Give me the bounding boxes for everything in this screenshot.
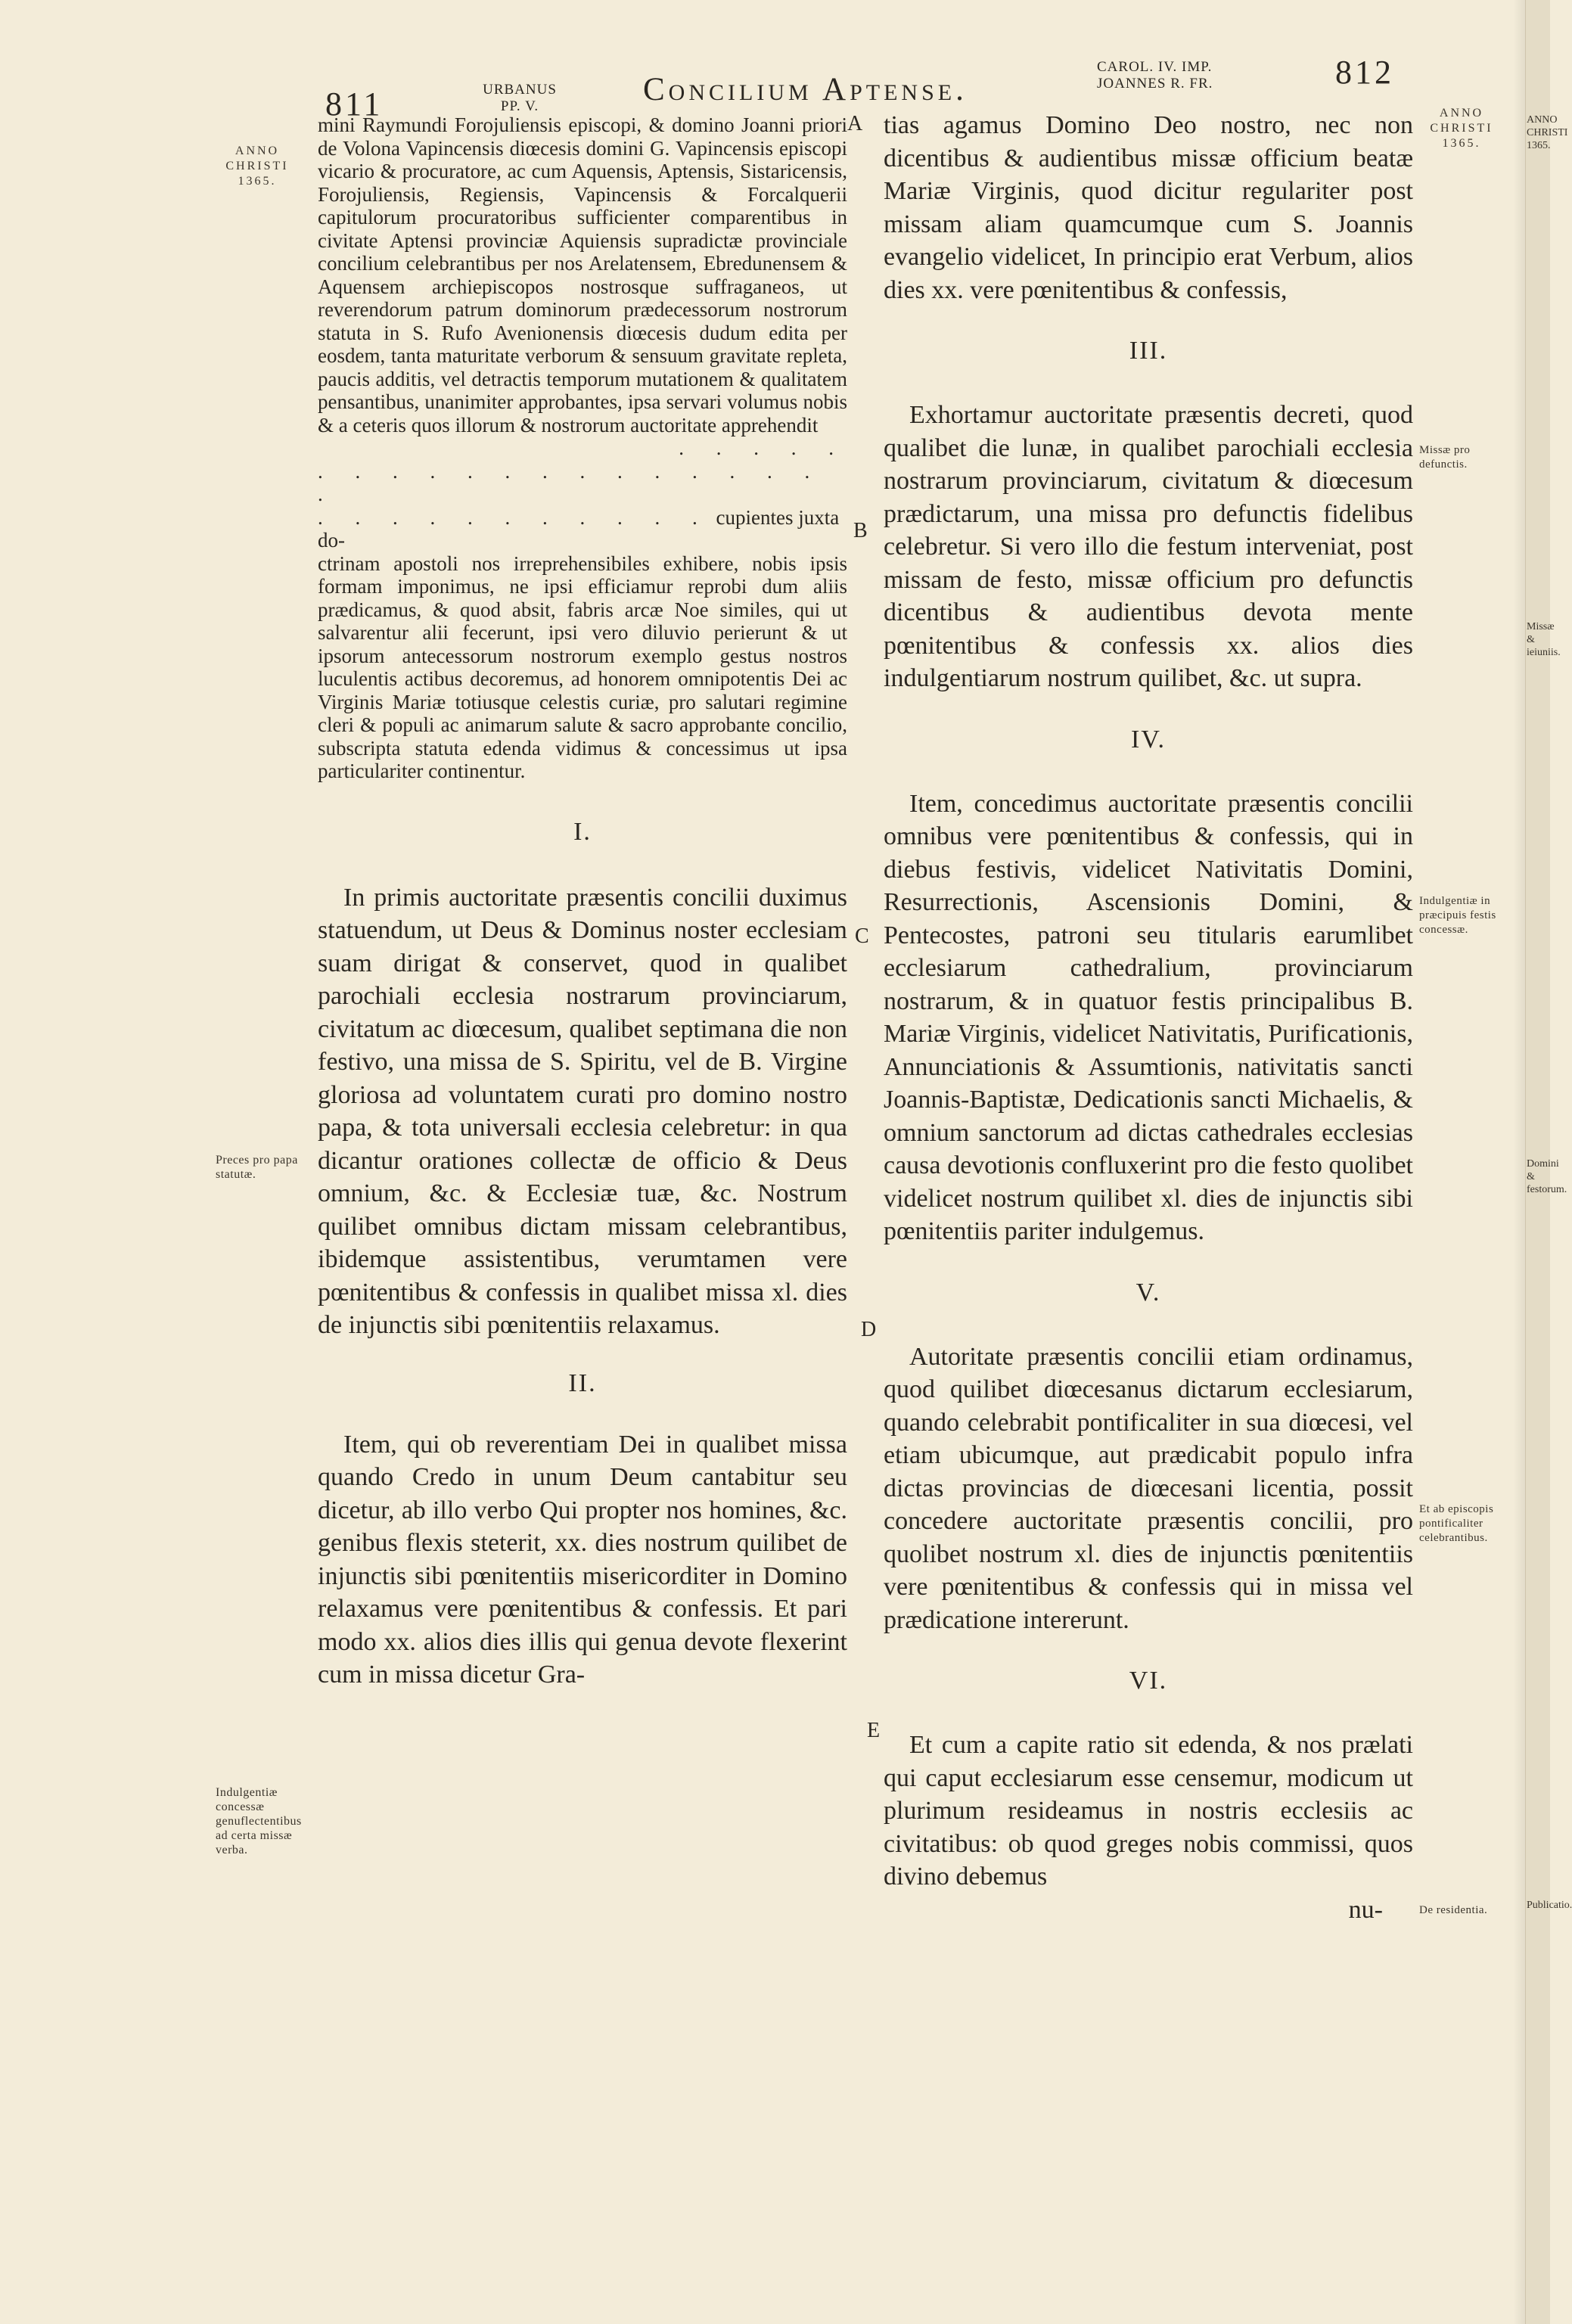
anno-label: ANNO [1439, 107, 1484, 120]
left-column [318, 113, 847, 1692]
section-numeral-i: I. [573, 817, 592, 846]
section-iii-paragraph: Exhortamur auctoritate præsentis decreti, quod qualibet die lunæ, in qualibet parochiali ecclesia nostrarum provinciarum, civitatum & diœcesum prædictarum, una missa pro defunctis fidelibus celebretur. Si vero illo die festum interveniat, post missam de festo, missæ officium pro defunctis dicentibus & audientibus devota mente pœnitentibus & confessis xx. alios dies indulgentiarum nostrum quilibet, &c. ut supra. [884, 401, 1413, 692]
sidenote-indulgentiae-festis: Indulgentiæ in præcipuis festis concessæ. [1419, 895, 1496, 936]
year-label: 1365. [1442, 137, 1481, 150]
page-title: Concilium Aptense. [643, 72, 968, 107]
right-column [884, 109, 1413, 1926]
section-iv-paragraph: Item, concedimus auctoritate præsentis concilii omnibus vere pœnitentibus & confessis, qui in diebus festivis, videlicet Nativitatis Domini, Resurrectionis, Ascensionis Domini, & Pentecostes, patroni seu titularis earumlibet ecclesiarum cathedralium, provinciarum nostrarum, & in quatuor festis principalibus B. Mariæ Virginis, videlicet Nativitatis, Purificationis, Annunciationis & Assumtionis, nativitatis sancti Joannis-Baptistæ, Dedicationis sancti Michaelis, & omnium sanctorum ad dictas cathedrales ecclesias causa devotionis confluxerint pro die festo quolibet videlicet nostrum quilibet xl. dies de injunctis sibi pœnitentiis pariter indulgemus. [884, 789, 1413, 1245]
section-numeral-ii: II. [568, 1369, 597, 1397]
section-numeral-iv: IV. [1131, 725, 1166, 753]
section-v-paragraph: Autoritate præsentis concilii etiam ordinamus, quod quilibet diœcesanus dictarum ecclesiarum, quando celebrabit pontificaliter in sua diœcesi, vel etiam ubicumque, aut prædicabit populo infra dictas provincias de diœcesani licentia, possit concedere auctoritate præsentis concilii, pro quolibet nostrum xl. dies de injunctis pœnitentiis vere pœnitentibus & confessis qui in missa vel prædicatione intererunt. [884, 1342, 1413, 1634]
section-numeral-vi: VI. [1129, 1667, 1168, 1695]
ellipsis-line: . . . . . [679, 437, 847, 459]
column-letter-b: B [853, 519, 868, 542]
edge-fragment: ANNO CHRISTI 1365. [1527, 114, 1568, 151]
column-letter-a: A [847, 112, 863, 135]
column-letter-e: E [867, 1719, 881, 1742]
ellipsis-line: . . . . . . . . . . . . . . . [318, 459, 824, 505]
sidenote-episcopis: Et ab episcopis pontificaliter celebrantibus. [1419, 1503, 1494, 1544]
cupientes-paragraph: ctrinam apostoli nos irreprehensibiles exhibere, nobis ipsis formam imponimus, ne ipsi efficiamur reprobi dum aliis prædicamus, & quod absit, fabris arcæ Noe similes, qui ut salvarentur alii fecerunt, ipsi vero diluvio perierunt & ut ipsorum antecessorum nostrorum exemplo gestus nostros luculentis actibus decoremus, ad honorem omnipotentis Dei ac Virginis Mariæ totiusque celestis curiæ, pro salutari regimine cleri & populi ac animarum salute & sacro approbante concilio, subscripta statuta edenda vidimus & concessimus ut ipsa particulariter continentur. [318, 551, 847, 782]
catchword: nu- [1348, 1895, 1383, 1924]
king-name: JOANNES R. FR. [1097, 76, 1213, 92]
left-page-number: 811 [325, 85, 384, 123]
continuation-paragraph: tias agamus Domino Deo nostro, nec non dicentibus & audientibus missæ officium beatæ Mariæ Virginis, quod dicitur regulariter post missam aliam quamcumque cum S. Joannis evangelio videlicet, In principio erat Verbum, alios dies xx. vere pœnitentibus & confessis, [884, 111, 1413, 304]
edge-fragment: Missæ & ieiuniis. [1527, 621, 1561, 658]
section-numeral-iii: III. [1129, 337, 1168, 365]
section-i-paragraph: In primis auctoritate præsentis concilii duximus statuendum, ut Deus & Dominus noster ecclesiam suam dirigat & conservet, quod in qualibet parochiali ecclesia nostrarum provinciarum, civitatum ac diœcesum, qualibet septimana die non festivo, una missa de S. Spiritu, vel de B. Virgine gloriosa ad voluntatem curati pro domino nostro papa, & tota universali ecclesia celebretur: in qua dicantur orationes collectæ de officio & Deus omnium, &c. & Ecclesiæ tuæ, &c. Nostrum quilibet omnibus dictam missam celebrantibus, ibidemque assistentibus, verumtamen vere pœnitentibus & confessis in qualibet missa xl. dies de injunctis sibi pœnitentiis relaxamus. [318, 883, 847, 1339]
pope-name: URBANUS [483, 82, 557, 98]
edge-fragment: Publicatio. [1527, 1900, 1572, 1911]
christi-label: CHRISTI [1430, 122, 1493, 135]
anno-label: ANNO [235, 144, 280, 157]
sidenote-residentia: De residentia. [1419, 1904, 1488, 1916]
intro-paragraph: mini Raymundi Forojuliensis episcopi, & domino Joanni priori de Volona Vapincensis diœcesis domini G. Vapincensis episcopi vicario & procuratore, ac cum Aquensis, Aptensis, Sistaricensis, Forojuliensis, Regiensis, Vapincensis & Forcalquerii capitulorum procuratoribus sufficienter comparentibus in civitate Aptensi provinciæ Aquiensis supradictæ provinciale concilium celebrantibus per nos Arelatensem, Ebredunensem & Aquensem archiepiscopos nostrosque suffraganeos, ut reverendorum patrum dominorum prædecessorum nostrorum statuta in S. Rufo Avenionensis diœcesis dudum edita per eosdem, tanta maturitate verborum & sensuum gravitate repleta, paucis additis, vel detractis temporum mutationem & qualitatem pensantibus, unanimiter approbantes, ipsa servari volumus nobis & a ceteris quos illorum & nostrorum auctoritate apprehendit [318, 113, 847, 437]
left-year-note [204, 144, 310, 189]
right-year-note [1419, 106, 1504, 151]
right-running-head [1097, 59, 1226, 92]
emperor-name: CAROL. IV. IMP. [1097, 59, 1213, 75]
year-label: 1365. [238, 175, 277, 188]
christi-label: CHRISTI [225, 160, 289, 172]
edge-fragment: Domini & festorum. [1527, 1158, 1567, 1195]
sidenote-missae: Missæ pro defunctis. [1419, 444, 1471, 471]
column-letter-c: C [855, 924, 869, 948]
section-vi-paragraph: Et cum a capite ratio sit edenda, & nos prælati qui caput ecclesiarum esse censemur, modicum ut plurimum resideamus in nostris ecclesiis ac civitatibus: ob quod greges nobis commissi, quos divino debemus [884, 1731, 1413, 1891]
sidenote-preces: Preces pro papa statutæ. [216, 1154, 298, 1181]
cupientes-start: cupientes juxta do- [318, 505, 840, 551]
ellipsis-line: . . . . . . . . . . . cupientes juxta do- [318, 505, 840, 551]
pope-title: PP. V. [500, 98, 539, 114]
right-page-number: 812 [1335, 54, 1394, 91]
section-ii-paragraph: Item, qui ob reverentiam Dei in qualibet missa quando Credo in unum Deum cantabitur seu dicetur, ab illo verbo Qui propter nos homines, &c. genibus flexis steterit, xx. dies nostrum quilibet de injunctis sibi pœnitentiis misericorditer in Domino relaxamus vere pœnitentibus & confessis. Et pari modo xx. alios dies illis qui genua devote flexerint cum in missa dicetur Gra- [318, 1430, 847, 1689]
column-letter-d: D [861, 1318, 877, 1341]
sidenote-indulgentiae: Indulgentiæ concessæ genuflectentibus ad certa missæ verba. [216, 1786, 302, 1856]
left-running-head [478, 82, 561, 115]
section-numeral-v: V. [1136, 1278, 1161, 1306]
